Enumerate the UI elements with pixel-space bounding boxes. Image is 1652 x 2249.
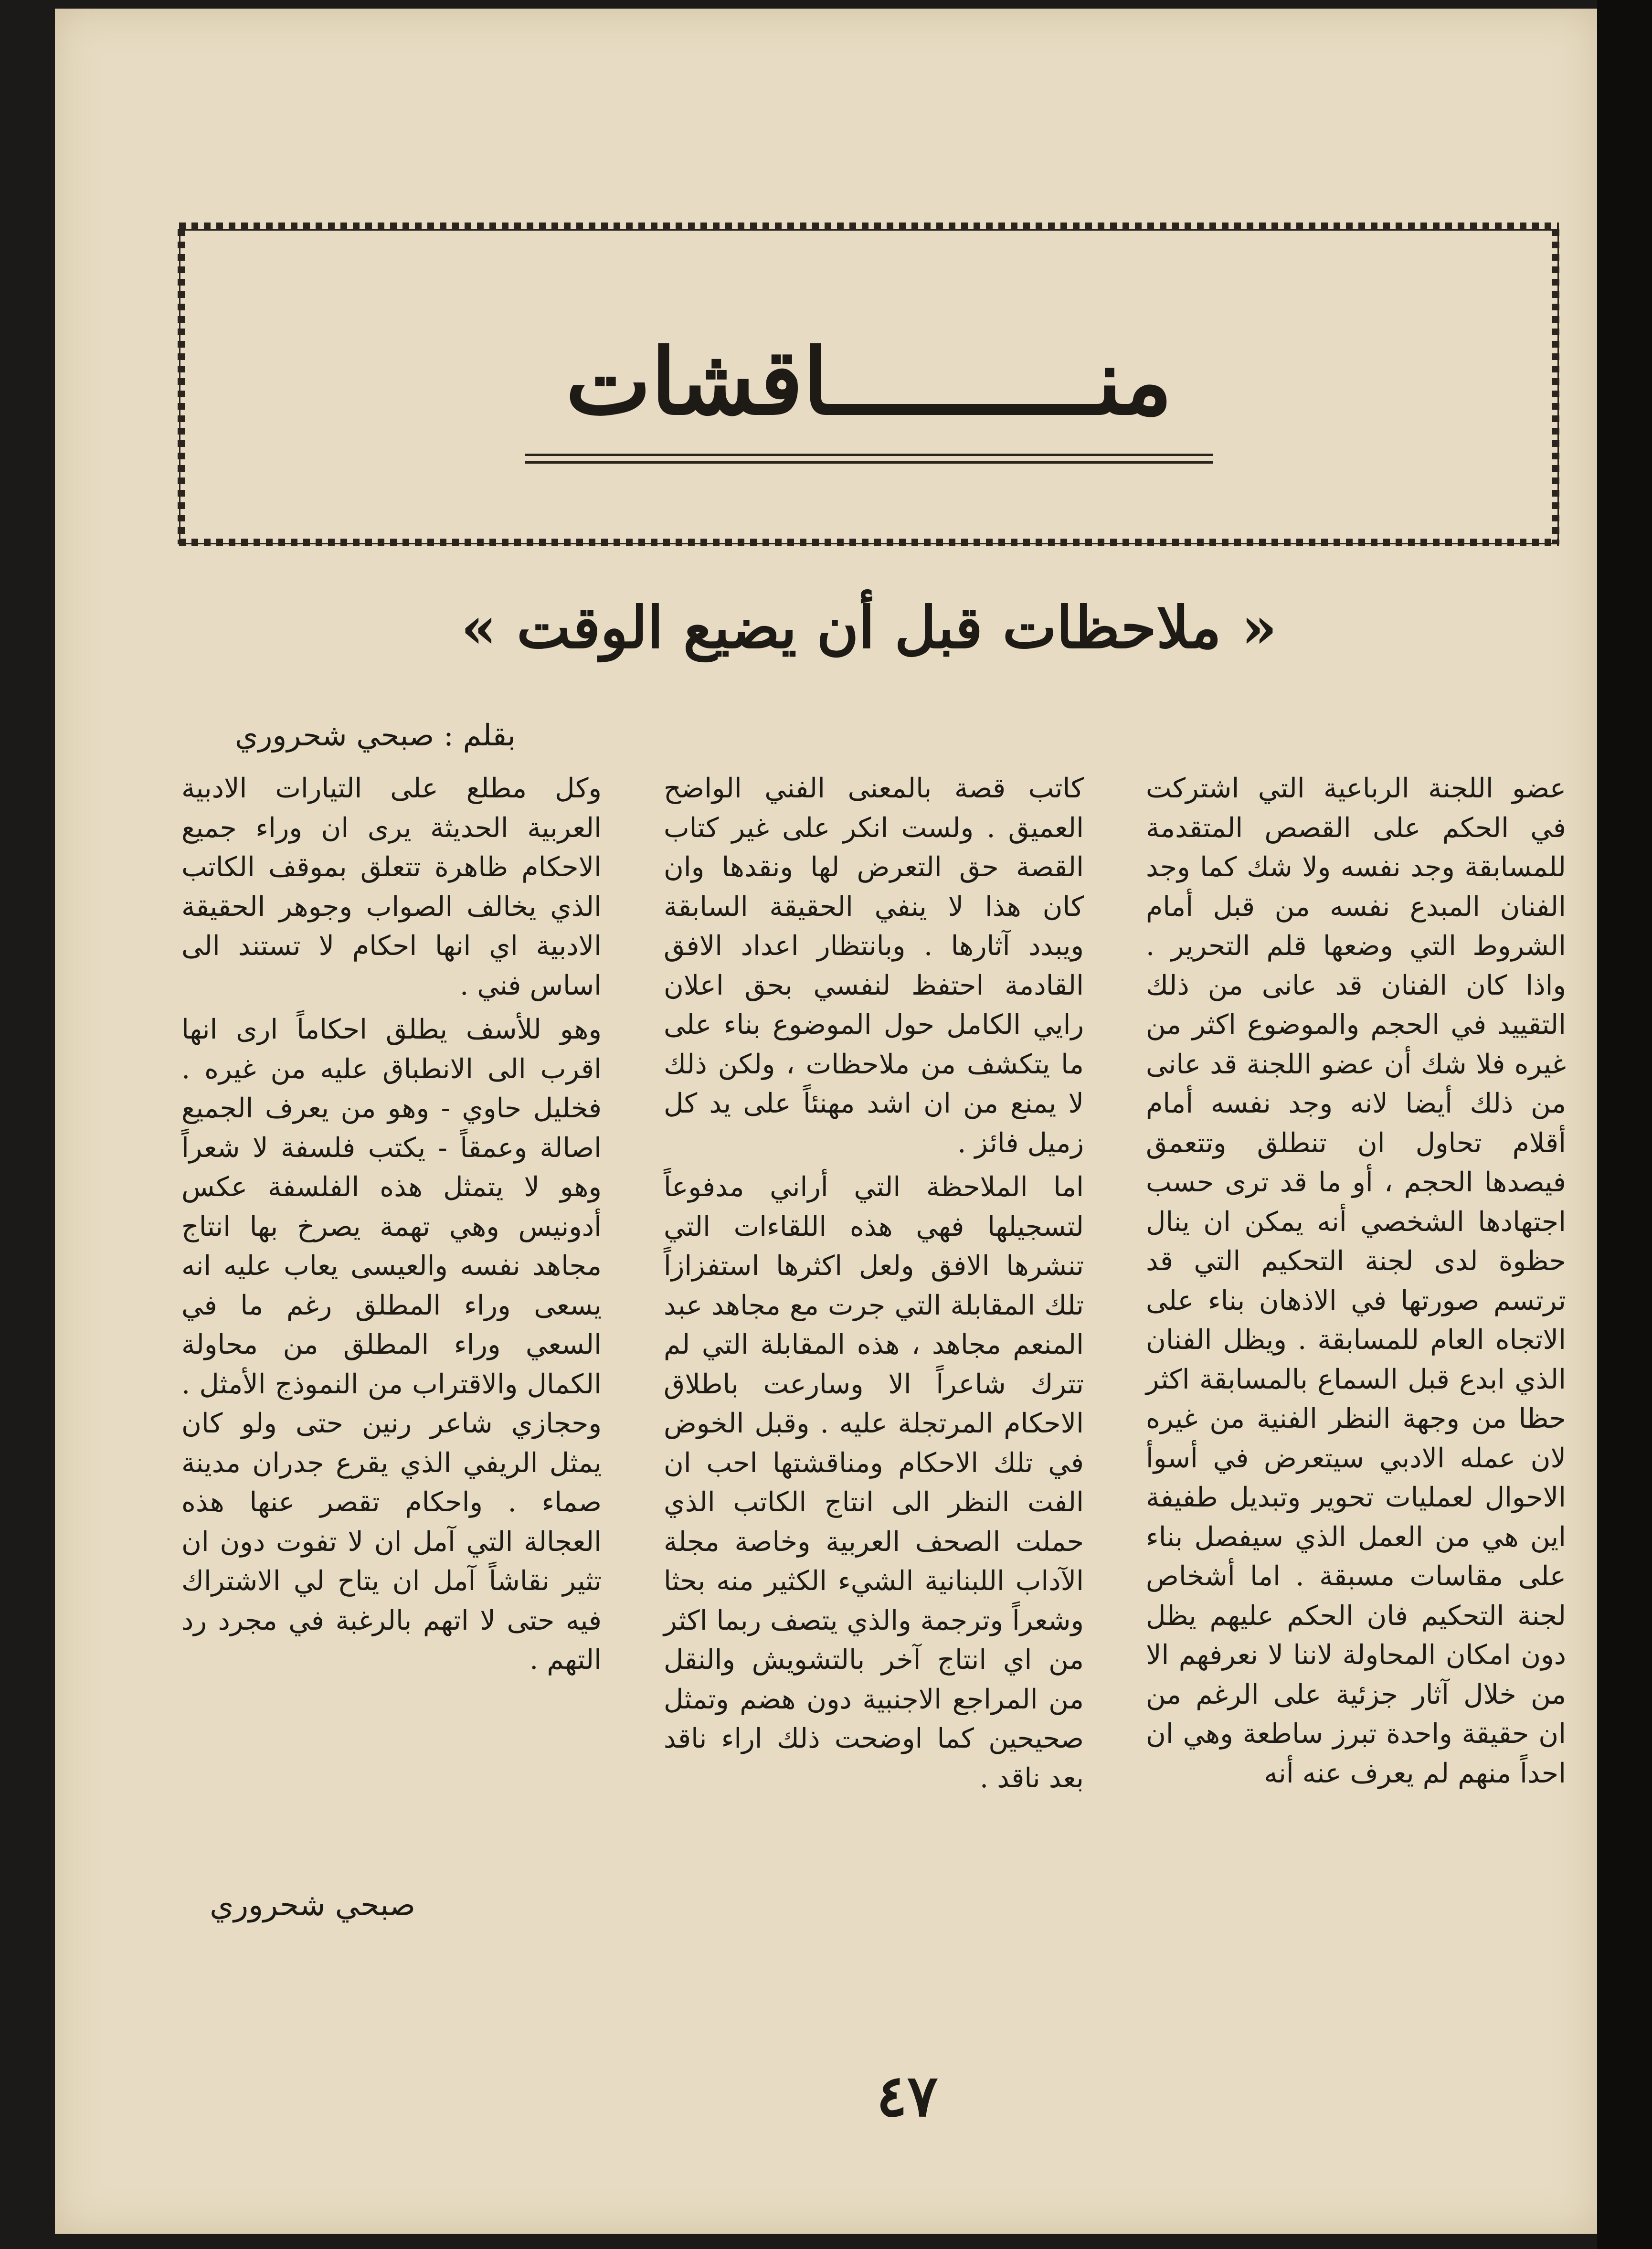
byline: بقلم : صبحي شحروري (234, 718, 516, 753)
paragraph: كاتب قصة بالمعنى الفني الواضح العميق . ولست انكر على غير كتاب القصة حق التعرض لها ونقدها وان كان هذا لا ينفي الحقيقة السابقة ويبدد آثارها . وبانتظار اعداد الافق القادمة احتفظ لنفسي بحق اعلان رايي الكامل حول الموضوع بناء على ما يتكشف من ملاحظات ، ولكن ذلك لا يمنع من ان اشد مهنئاً على يد كل زميل فائز . (664, 773, 1084, 1159)
paragraph: وهو للأسف يطلق احكاماً ارى انها اقرب الى الانطباق عليه من غيره . فخليل حاوي - وهو من يعرف الجميع اصالة وعمقاً - يكتب فلسفة لا شعراً وهو لا يتمثل هذه الفلسفة عكس أدونيس وهي تهمة يصرخ بها انتاج مجاهد نفسه والعيسى يعاب عليه انه يسعى وراء المطلق رغم ما في السعي وراء المطلق من محاولة الكمال والاقتراب من النموذج الأمثل . وحجازي شاعر رنين حتى ولو كان يمثل الريفي الذي يقرع جدران مدينة صماء . واحكام تقصر عنها هذه العجالة التي آمل ان لا تفوت دون ان تثير نقاشاً آمل ان يتاح لي الاشتراك فيه حتى لا اتهم بالرغبة في مجرد رد التهم . (181, 1014, 602, 1676)
scan-edge (1597, 0, 1652, 2249)
ornament-border-bottom (179, 539, 1559, 546)
title-underline (525, 454, 1213, 456)
page-number: ٤٧ (876, 2062, 938, 2130)
author-signature: صبحي شحروري (210, 1888, 415, 1923)
article-title: « ملاحظات قبل أن يضيع الوقت » (461, 594, 1277, 661)
ornament-border-left (178, 229, 185, 544)
paragraph: اما الملاحظة التي أراني مدفوعاً لتسجيلها فهي هذه اللقاءات التي تنشرها الافق ولعل اكثرها استفزازاً تلك المقابلة التي جرت مع مجاهد عبد المنعم مجاهد ، هذه المقابلة التي لم تترك شاعراً الا وسارعت باطلاق الاحكام المرتجلة عليه . وقبل الخوض في تلك الاحكام ومناقشتها احب ان الفت النظر الى انتاج الكاتب الذي حملت الصحف العربية وخاصة مجلة الآداب اللبنانية الشيء الكثير منه بحثا وشعراً وترجمة والذي يتصف ربما اكثر من اي انتاج آخر بالتشويش والنقل من المراجع الاجنبية دون هضم وتمثل صحيحين كما اوضحت ذلك اراء ناقد بعد ناقد . (664, 1171, 1084, 1794)
paragraph: وكل مطلع على التيارات الادبية العربية الحديثة يرى ان وراء جميع الاحكام ظاهرة تتعلق بموقف الكاتب الذي يخالف الصواب وجوهر الحقيقة الادبية اي انها احكام لا تستند الى اساس فني . (181, 773, 602, 1001)
article-column-left (181, 769, 602, 1685)
title-underline-second (525, 461, 1213, 464)
section-title: منــــــــــاقشات (565, 329, 1173, 435)
article-column-right (1146, 769, 1566, 1798)
ornament-border-right (1552, 229, 1559, 544)
paragraph: عضو اللجنة الرباعية التي اشتركت في الحكم على القصص المتقدمة للمسابقة وجد نفسه ولا شك كما وجد الفنان المبدع نفسه من قبل أمام الشروط التي وضعها قلم التحرير . واذا كان الفنان قد عانى من ذلك التقييد في الحجم والموضوع اكثر من غيره فلا شك أن عضو اللجنة قد عانى من ذلك أيضا لانه وجد نفسه أمام أقلام تحاول ان تنطلق وتتعمق فيصدها الحجم ، أو ما قد ترى حسب اجتهادها الشخصي أنه يمكن ان ينال حظوة لدى لجنة التحكيم التي قد ترتسم صورتها في الاذهان بناء على الاتجاه العام للمسابقة . ويظل الفنان الذي ابدع قبل السماع بالمسابقة اكثر حظا من وجهة النظر الفنية من غيره لان عمله الادبي سيتعرض في أسوأ الاحوال لعمليات تحوير وتبديل طفيفة اين هي من العمل الذي سيفصل بناء على مقاسات مسبقة . اما أشخاص لجنة التحكيم فان الحكم عليهم يظل دون امكان المحاولة لاننا لا نعرفهم الا من خلال آثار جزئية على الرغم من ان حقيقة واحدة تبرز ساطعة وهي ان احداً منهم لم يعرف عنه أنه (1146, 773, 1566, 1789)
ornament-border-top (179, 223, 1559, 230)
article-column-middle (664, 769, 1084, 1803)
